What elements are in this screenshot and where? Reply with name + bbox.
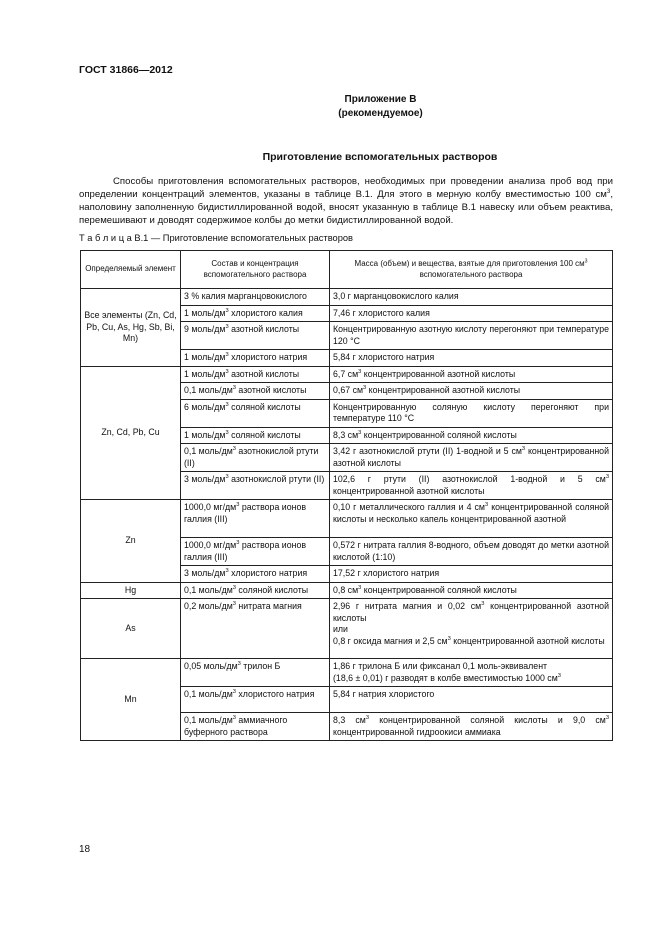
standard-designation: ГОСТ 31866—2012: [79, 64, 173, 76]
table-row: [81, 500, 613, 538]
element-cell: Zn: [81, 500, 181, 583]
solutions-table: [80, 250, 613, 741]
mass-cell: 2,96 г нитрата магния и 0,02 $см^3$ концентрированной азотной кислоты или 0,8 г оксида магния и 2,5 $см^3$ концентрированной азотной кислоты: [330, 599, 613, 659]
mass-cell: 6,7 $см^3$ концентрированной азотной кислоты: [330, 366, 613, 383]
table-row: [81, 366, 613, 383]
element-cell: Zn, Cd, Pb, Cu: [81, 366, 181, 500]
intro-paragraph-text: Способы приготовления вспомогательных растворов, необходимых при проведении анализа проб вод при определении концентраций элементов, указаны в таблице В.1. Для этого в мерную колбу вместимостью 100 $см^3$, наполовину заполненную бидистиллированной водой, вносят указанную в таблице В.1 навеску или объем реактива, перемешивают и доводят содержимое колбы до метки бидистиллированной водой.: [79, 176, 613, 226]
table-row: [81, 289, 613, 306]
table-row: [81, 599, 613, 659]
mass-cell: 8,3 $см^3$ концентрированной соляной кислоты и 9,0 $см^3$ концентрированной гидроокиси аммиака: [330, 713, 613, 741]
mass-cell: 3,42 г азотнокислой ртути (II) 1-водной и 5 $см^3$ концентрированной азотной кислоты: [330, 444, 613, 472]
element-cell: Mn: [81, 659, 181, 741]
mass-cell: 0,10 г металлического галлия и 4 $см^3$ концентрированной соляной кислоты и несколько капель концентрированной азотной: [330, 500, 613, 538]
solution-cell: 6 моль/$дм^3$ соляной кислоты: [181, 399, 330, 427]
solution-cell: 0,05 моль/$дм^3$ трилон Б: [181, 659, 330, 687]
mass-cell: Концентрированную азотную кислоту перегоняют при температуре 120 °С: [330, 322, 613, 350]
solution-cell: 1 моль/$дм^3$ хлористого натрия: [181, 350, 330, 367]
mass-cell: 0,67 $см^3$ концентрированной азотной кислоты: [330, 383, 613, 400]
table-caption: Т а б л и ц а В.1 — Приготовление вспомогательных растворов: [79, 233, 353, 243]
appendix-subtitle: (рекомендуемое): [338, 108, 423, 119]
solution-cell: 1000,0 $мг/дм^3$ раствора ионов галлия (III): [181, 500, 330, 538]
mass-cell: 8,3 $см^3$ концентрированной соляной кислоты: [330, 427, 613, 444]
header-element: Определяемый элемент: [81, 251, 181, 289]
header-solution: Состав и концентрация вспомогательного раствора: [181, 251, 330, 289]
solution-cell: 0,1 моль/$дм^3$ соляной кислоты: [181, 582, 330, 599]
solution-cell: 1000,0 $мг/дм^3$ раствора ионов галлия (III): [181, 538, 330, 566]
mass-cell: 7,46 г хлористого калия: [330, 305, 613, 322]
mass-cell: 0,572 г нитрата галлия 8-водного, объем доводят до метки азотной кислотой (1:10): [330, 538, 613, 566]
mass-cell: 102,6 г ртути (II) азотнокислой 1-водной и 5 $см^3$ концентрированной азотной кислоты: [330, 472, 613, 500]
solution-cell: 0,1 моль/$дм^3$ азотной кислоты: [181, 383, 330, 400]
element-cell: Hg: [81, 582, 181, 599]
element-cell: As: [81, 599, 181, 659]
mass-cell: 5,84 г натрия хлористого: [330, 687, 613, 713]
solution-cell: 0,2 моль/$дм^3$ нитрата магния: [181, 599, 330, 659]
mass-cell: 3,0 г марганцовокислого калия: [330, 289, 613, 306]
mass-cell: 0,8 $см^3$ концентрированной соляной кислоты: [330, 582, 613, 599]
table-row: [81, 582, 613, 599]
mass-cell: 5,84 г хлористого натрия: [330, 350, 613, 367]
solution-cell: 1 моль/$дм^3$ соляной кислоты: [181, 427, 330, 444]
solution-cell: 3 моль/$дм^3$ хлористого натрия: [181, 566, 330, 583]
solution-cell: 1 моль/$дм^3$ азотной кислоты: [181, 366, 330, 383]
solution-cell: 3 моль/$дм^3$ азотнокислой ртути (II): [181, 472, 330, 500]
solution-cell: 0,1 моль/$дм^3$ хлористого натрия: [181, 687, 330, 713]
section-title: Приготовление вспомогательных растворов: [262, 151, 498, 163]
mass-cell: 1,86 г трилона Б или фиксанал 0,1 моль-эквивалент (18,6 ± 0,01) г разводят в колбе вместимостью 1000 $см^3$: [330, 659, 613, 687]
solution-cell: 0,1 моль/$дм^3$ аммиачного буферного раствора: [181, 713, 330, 741]
solution-cell: 0,1 моль/$дм^3$ азотнокислой ртути (II): [181, 444, 330, 472]
page-number: 18: [79, 844, 91, 855]
mass-cell: Концентрированную соляную кислоту перегоняют при температуре 110 °С: [330, 399, 613, 427]
table-row: [81, 659, 613, 687]
intro-paragraph: [79, 175, 613, 227]
appendix-title: Приложение В: [344, 94, 417, 105]
element-cell: Все элементы (Zn, Cd, Pb, Cu, As, Hg, Sb, Bi, Mn): [81, 289, 181, 367]
header-mass: Масса (объем) и вещества, взятые для приготовления 100 $см^3$ вспомогательного раствора: [330, 251, 613, 289]
solution-cell: 3 % калия марганцовокислого: [181, 289, 330, 306]
table-body: [81, 289, 613, 741]
table-header-row: [81, 251, 613, 289]
mass-cell: 17,52 г хлористого натрия: [330, 566, 613, 583]
solution-cell: 1 моль/$дм^3$ хлористого калия: [181, 305, 330, 322]
solution-cell: 9 моль/$дм^3$ азотной кислоты: [181, 322, 330, 350]
